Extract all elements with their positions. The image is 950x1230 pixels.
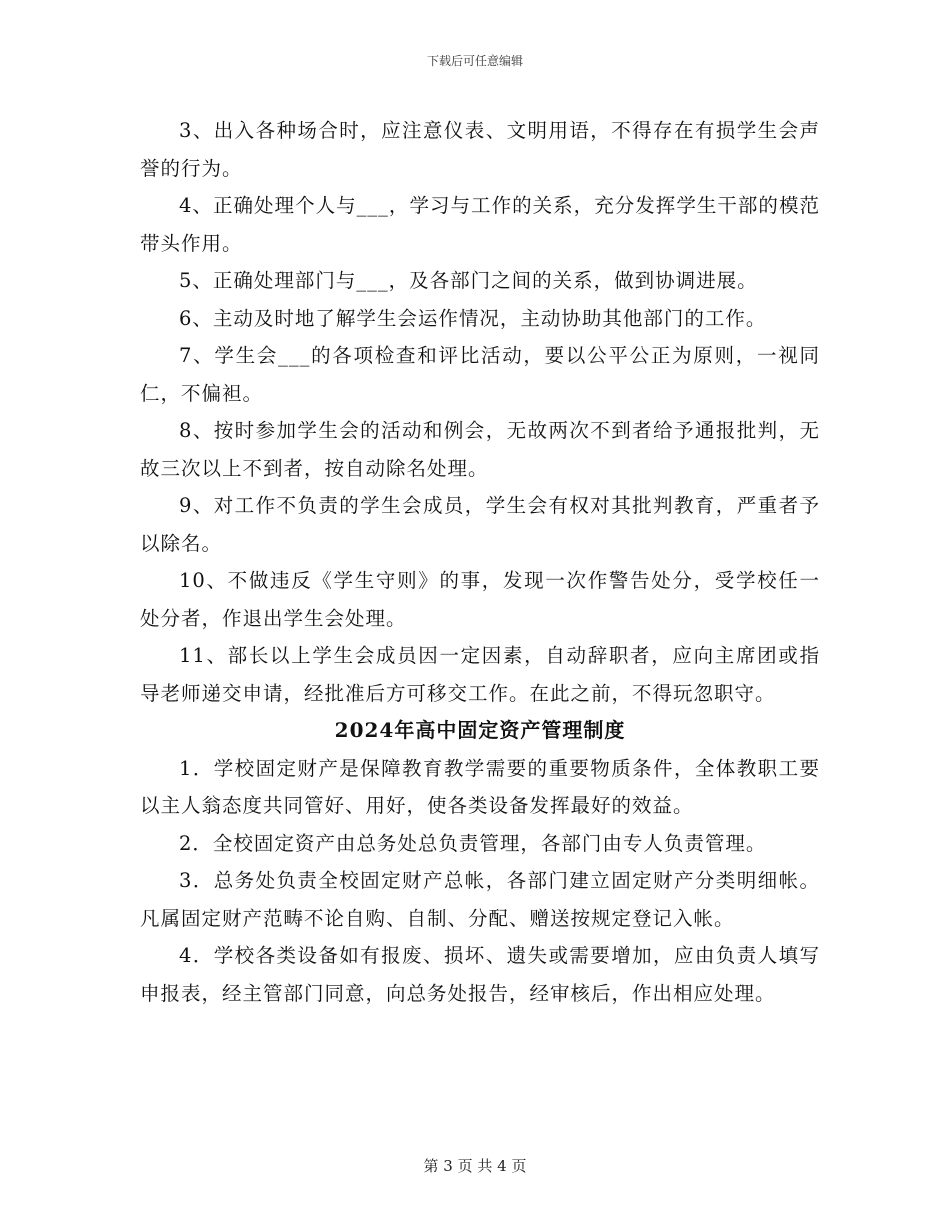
paragraph-asset-3: 3．总务处负责全校固定财产总帐，各部门建立固定财产分类明细帐。凡属固定财产范畴不论自购、自制、分配、赠送按规定登记入帐。: [140, 869, 820, 930]
paragraph-rule-4: 4、正确处理个人与___，学习与工作的关系，充分发挥学生干部的模范带头作用。: [140, 194, 820, 255]
paragraph-rule-10: 10、不做违反《学生守则》的事，发现一次作警告处分，受学校任一处分者，作退出学生会处理。: [140, 569, 820, 630]
document-body: [140, 112, 820, 1012]
page-header: 下载后可任意编辑: [426, 54, 523, 68]
paragraph-rule-9: 9、对工作不负责的学生会成员，学生会有权对其批判教育，严重者予以除名。: [140, 494, 820, 555]
paragraph-rule-7: 7、学生会___的各项检查和评比活动，要以公平公正为原则，一视同仁，不偏袒。: [140, 344, 820, 405]
paragraph-rule-3: 3、出入各种场合时，应注意仪表、文明用语，不得存在有损学生会声誉的行为。: [140, 119, 820, 180]
paragraph-asset-1: 1．学校固定财产是保障教育教学需要的重要物质条件，全体教职工要以主人翁态度共同管好、用好，使各类设备发挥最好的效益。: [140, 756, 820, 817]
paragraph-rule-6: 6、主动及时地了解学生会运作情况，主动协助其他部门的工作。: [179, 306, 767, 330]
section-title: 2024年高中固定资产管理制度: [334, 718, 626, 742]
paragraph-rule-11: 11、部长以上学生会成员因一定因素，自动辞职者，应向主席团或指导老师递交申请，经批准后方可移交工作。在此之前，不得玩忽职守。: [140, 644, 820, 705]
paragraph-asset-4: 4．学校各类设备如有报废、损坏、遗失或需要增加，应由负责人填写申报表，经主管部门同意，向总务处报告，经审核后，作出相应处理。: [140, 944, 820, 1005]
page-number: 第 3 页 共 4 页: [423, 1157, 527, 1175]
paragraph-rule-5: 5、正确处理部门与___，及各部门之间的关系，做到协调进展。: [179, 269, 758, 292]
paragraph-asset-2: 2．全校固定资产由总务处总负责管理，各部门由专人负责管理。: [179, 831, 767, 855]
paragraph-rule-8: 8、按时参加学生会的活动和例会，无故两次不到者给予通报批判，无故三次以上不到者，按自动除名处理。: [140, 419, 820, 480]
